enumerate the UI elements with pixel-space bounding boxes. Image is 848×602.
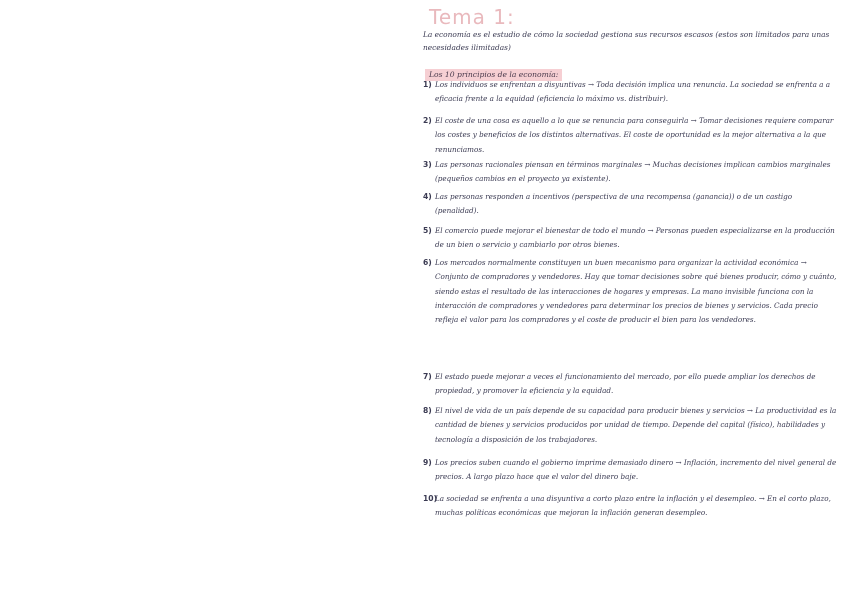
principle-item — [423, 404, 837, 456]
principle-item — [423, 370, 837, 404]
principle-number: 1) — [423, 80, 432, 89]
principle-item — [423, 158, 837, 190]
principle-text: El nivel de vida de un país depende de su capacidad para producir bienes y servicios → La productividad es la cantidad de bienes y servicios producidos por unidad de tiempo. Depende del capital (físico), habilidades y tecnología a disposición de los trabajadores. — [435, 406, 837, 444]
principle-number: 8) — [423, 406, 432, 415]
principle-item — [423, 256, 837, 370]
principle-item — [423, 456, 837, 492]
principle-item — [423, 190, 837, 224]
section-subtitle: Los 10 principios de la economía: — [425, 69, 562, 81]
blank-margin — [0, 0, 415, 602]
principle-item — [423, 224, 837, 256]
principle-number: 10) — [423, 494, 438, 503]
principle-text: La sociedad se enfrenta a una disyuntiva a corto plazo entre la inflación y el desempleo. → En el corto plazo, muchas políticas económicas que mejoran la inflación generan desempleo. — [435, 494, 831, 518]
principle-text: Los precios suben cuando el gobierno imprime demasiado dinero → Inflación, incremento del nivel general de precios. A largo plazo hace que el valor del dinero baje. — [435, 458, 837, 482]
principle-number: 3) — [423, 160, 432, 169]
principle-text: El estado puede mejorar a veces el funcionamiento del mercado, por ello puede ampliar los derechos de propiedad, y promover la eficiencia y la equidad. — [435, 372, 816, 396]
principle-text: Las personas racionales piensan en términos marginales → Muchas decisiones implican cambios marginales (pequeños cambios en el proyecto ya existente). — [435, 160, 831, 184]
intro-paragraph: La economía es el estudio de cómo la sociedad gestiona sus recursos escasos (estos son limitados para unas necesidades ilimitadas) — [423, 30, 830, 52]
principle-number: 9) — [423, 458, 432, 467]
principle-number: 4) — [423, 192, 432, 201]
principles-list — [423, 78, 837, 538]
handwritten-notes — [415, 0, 835, 602]
principle-text: El coste de una cosa es aquello a lo que se renuncia para conseguirla → Tomar decisiones requiere comparar los costes y beneficios de los distintos alternativas. El coste de oportunidad es la mejor alternativa a la que renunciamos. — [435, 116, 834, 154]
principle-text: Las personas responden a incentivos (perspectiva de una recompensa (ganancia)) o de un castigo (penalidad). — [435, 192, 793, 216]
principle-text: Los mercados normalmente constituyen un buen mecanismo para organizar la actividad económica → Conjunto de compradores y vendedores. Hay que tomar decisiones sobre qué bienes producir, cómo y cuánto, siendo estas el resultado de las interacciones de hogares y empresas. La mano invisible funciona con la interacción de compradores y vendedores para determinar los precios de bienes y servicios. Cada precio refleja el valor para los compradores y el coste de producir el bien para los vendedores. — [435, 258, 837, 325]
principle-text: Los individuos se enfrentan a disyuntivas → Toda decisión implica una renuncia. La sociedad se enfrenta a a eficacia frente a la equidad (eficiencia lo máximo vs. distribuir). — [435, 80, 830, 104]
principle-number: 5) — [423, 226, 432, 235]
principle-number: 7) — [423, 372, 432, 381]
principle-number: 2) — [423, 116, 432, 125]
principle-item — [423, 492, 837, 538]
principle-text: El comercio puede mejorar el bienestar de todo el mundo → Personas pueden especializarse en la producción de un bien o servicio y cambiarlo por otros bienes. — [435, 226, 835, 250]
page-title: Tema 1: — [429, 5, 515, 29]
principle-item — [423, 114, 837, 158]
principle-number: 6) — [423, 258, 432, 267]
principle-item — [423, 78, 837, 114]
